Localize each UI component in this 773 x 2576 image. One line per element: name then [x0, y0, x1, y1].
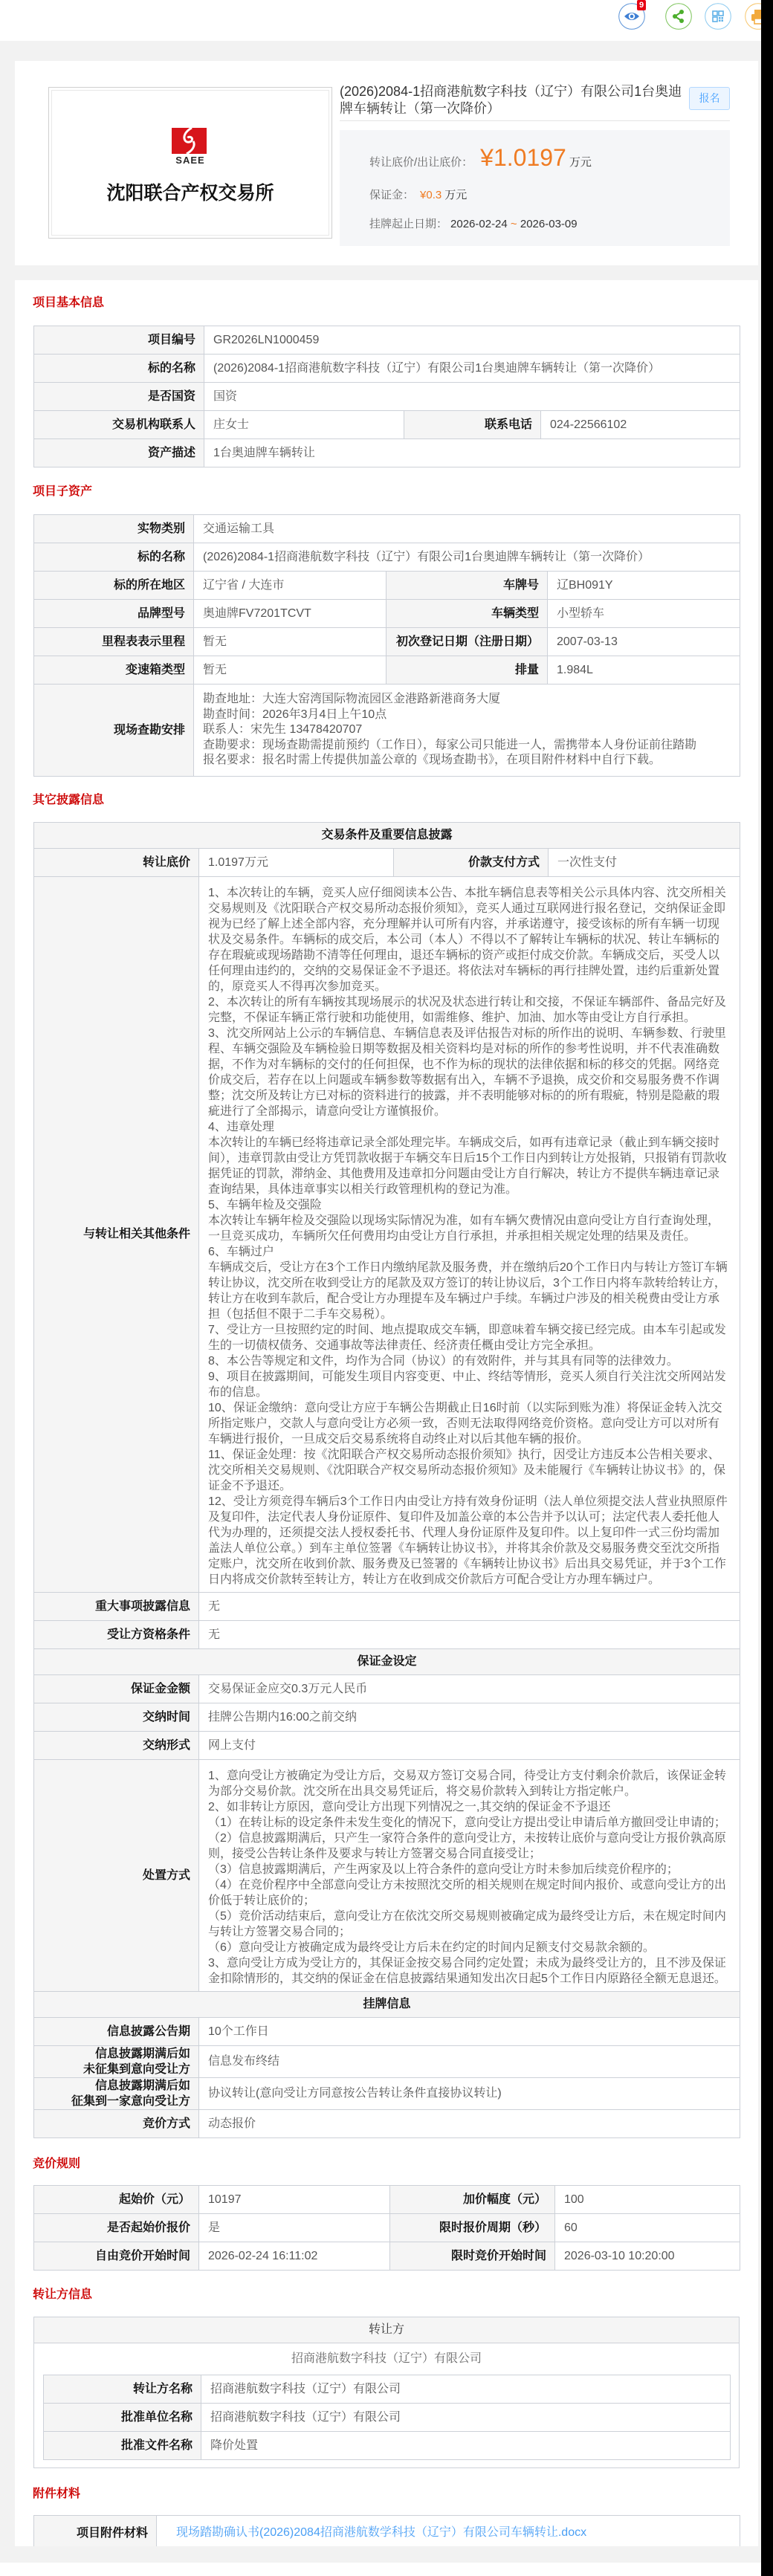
- value-contact-phone: 024-22566102: [541, 411, 740, 439]
- disposal-paragraph: （3）信息披露期满后，产生两家及以上符合条件的意向受让方时未参加后续竞价程序的；: [208, 1863, 679, 1876]
- table-row: [34, 2242, 740, 2271]
- label-approval-document: 批准文件名称: [44, 2432, 201, 2460]
- table-row: [34, 2018, 740, 2046]
- table-row: [34, 2186, 740, 2214]
- label-no-buyer: [34, 2046, 199, 2078]
- label-free-bid-start: 自由竞价开始时间: [34, 2242, 199, 2271]
- basic-info-table: [33, 326, 740, 467]
- label-subject-name: 标的名称: [34, 543, 194, 572]
- value-buyer-qualification: 无: [199, 1621, 740, 1649]
- section-title-transferor: 转让方信息: [33, 2288, 93, 2301]
- table-row: [34, 600, 740, 628]
- listing-end-date: 2026-03-09: [520, 218, 578, 230]
- price-label: 转让底价/出让底价：: [369, 156, 473, 169]
- value-inspection-arrangement: [194, 685, 740, 777]
- value-approval-unit: 招商港航数字科技（辽宁）有限公司: [201, 2404, 731, 2432]
- value-project-attachments: [157, 2516, 740, 2547]
- value-first-registration-date: 2007-03-13: [548, 628, 740, 656]
- label-state-owned: 是否国资: [34, 383, 204, 411]
- condition-paragraph: 7、受让方一旦按照约定的时间、地点提取成交车辆，即意味着车辆交接已经完成。由本车引起或发生的一切债权债务、交通事故等法律责任、经济责任概由受让方完全承担。: [208, 1323, 726, 1352]
- label-one-buyer: [34, 2078, 199, 2110]
- attachment-item: [165, 2516, 732, 2547]
- inspection-contact: 联系人：宋先生 13478420707: [203, 723, 363, 736]
- inspection-time: 勘查时间：2026年3月4日上午10点: [203, 708, 387, 721]
- value-subject-name: (2026)2084-1招商港航数字科技（辽宁）有限公司1台奥迪牌车辆转让（第一次降价）: [204, 355, 740, 383]
- table-row: [34, 2110, 740, 2138]
- table-row: [34, 2078, 740, 2110]
- value-state-owned: 国资: [204, 383, 740, 411]
- table-row: [34, 2343, 740, 2468]
- value-payment-method: 一次性支付: [549, 849, 740, 877]
- value-major-matters: 无: [199, 1593, 740, 1621]
- section-title-other-disclosure: 其它披露信息: [33, 793, 105, 806]
- label-line: 征集到一家意向受让方: [71, 2094, 190, 2108]
- label-payment-form: 交纳形式: [34, 1732, 199, 1760]
- top-toolbar: [0, 0, 761, 41]
- table-row: [34, 849, 740, 877]
- header-transferor: 转让方: [34, 2317, 740, 2343]
- value-vehicle-type: 小型轿车: [548, 600, 740, 628]
- value-transferor-name: 招商港航数字科技（辽宁）有限公司: [201, 2375, 731, 2404]
- label-mileage: 里程表表示里程: [34, 628, 194, 656]
- price-amount: ¥1.0197: [480, 144, 566, 171]
- value-asset-description: 1台奥迪牌车辆转让: [204, 439, 740, 467]
- label-timed-bid-cycle: 限时报价周期（秒）: [390, 2214, 555, 2242]
- logo-brand-text: SAEE: [175, 155, 205, 166]
- qrcode-button[interactable]: [705, 3, 731, 30]
- label-plate-number: 车牌号: [386, 572, 548, 600]
- inspection-requirement: 查勘要求：现场查勘需提前预约（工作日），每家公司只能进一人，需携带本人身份证前往踏勘: [203, 738, 697, 751]
- table-row: [34, 543, 740, 572]
- table-row: [34, 411, 740, 439]
- project-header-card: [15, 61, 758, 265]
- table-row: [34, 1649, 740, 1675]
- listing-start-date: 2026-02-24: [450, 218, 508, 230]
- disposal-paragraph: （4）在竞价程序中全部意向受让方未按照沈交所的相关规则在规定时间内报价、或意向受让方的出价低于转让底价的；: [208, 1878, 726, 1907]
- table-row: [44, 2432, 731, 2460]
- table-row: [34, 656, 740, 685]
- divider: [340, 120, 730, 121]
- attachments-table: [33, 2515, 740, 2547]
- table-row: [34, 355, 740, 383]
- value-no-buyer: 信息发布终结: [199, 2046, 740, 2078]
- label-line: 信息披露期满后如: [94, 2079, 190, 2092]
- table-row: [34, 326, 740, 355]
- label-asset-category: 实物类别: [34, 515, 194, 543]
- table-row: [34, 1675, 740, 1703]
- label-payment-time: 交纳时间: [34, 1703, 199, 1732]
- deposit-label: 保证金：: [369, 189, 415, 201]
- listing-period-row: [369, 216, 578, 233]
- table-row: [34, 383, 740, 411]
- condition-paragraph: 12、受让方须竞得车辆后3个工作日内由受让方持有效身份证明（法人单位须提交法人营业执照原件及复印件，法定代表人身份证原件、复印件及加盖公章的本公告并予以认可；法定代表人委托他人代为办理的，还须提交法人授权委托书、代理人身份证原件及复印件。以上复印件一式三份均需加盖法人单位公章。）到车主单位签署《车辆转让协议书》，并将其余价款及交易服务费交至沈交所指定账户，沈交所在收到价款、服务费及已签署的《车辆转让协议书》后出具交易凭证，并于3个工作日内将成交价款转至转让方，转让方在收到成交价款后方可配合受让方办理车辆过户。: [208, 1495, 728, 1586]
- value-plate-number: 辽BH091Y: [548, 572, 740, 600]
- header-listing-info: 挂牌信息: [34, 1992, 740, 2018]
- value-bid-increment: 100: [555, 2186, 740, 2214]
- view-count-badge: 9: [637, 0, 646, 10]
- header-trade-conditions: 交易条件及重要信息披露: [34, 823, 740, 849]
- table-row: [34, 1621, 740, 1649]
- table-row: [34, 1760, 740, 1992]
- transferor-detail-cell: [34, 2343, 740, 2468]
- price-unit: 万元: [569, 156, 592, 169]
- table-row: [34, 439, 740, 467]
- label-line: 信息披露期满后如: [94, 2047, 190, 2060]
- value-other-conditions: [199, 877, 740, 1593]
- transferor-table: [33, 2317, 740, 2468]
- label-start-price-bid: 是否起始价报价: [34, 2214, 199, 2242]
- page-footer-space: [0, 2563, 761, 2576]
- disposal-paragraph: 2、如非转让方原因，意向受让方出现下列情况之一,其交纳的保证金不予退还: [208, 1800, 611, 1813]
- value-disclosure-period: 10个工作日: [199, 2018, 740, 2046]
- label-contact-person: 交易机构联系人: [34, 411, 204, 439]
- disposal-paragraph: 1、意向受让方被确定为受让方后，交易双方签订交易合同，待受让方支付剩余价款后，该保证金转为部分交易价款。沈交所在出具交易凭证后，将交易价款转入到转让方指定帐户。: [208, 1769, 726, 1798]
- label-major-matters: 重大事项披露信息: [34, 1593, 199, 1621]
- condition-paragraph: 9、项目在披露期间，可能发生项目内容变更、中止、终结等情形，竞买人须自行关注沈交所网站发布的信息。: [208, 1370, 726, 1399]
- label-project-no: 项目编号: [34, 326, 204, 355]
- section-title-basic-info: 项目基本信息: [33, 297, 105, 309]
- deposit-unit: 万元: [444, 189, 468, 201]
- label-buyer-qualification: 受让方资格条件: [34, 1621, 199, 1649]
- logo-org-name: 沈阳联合产权交易所: [106, 182, 274, 204]
- signup-requirement: 报名要求：报名时需上传提供加盖公章的《现场查勘书》，在项目附件材料中自行下载。: [203, 754, 662, 766]
- value-approval-document: 降价处置: [201, 2432, 731, 2460]
- disposal-paragraph: （6）意向受让方被确定成为最终受让方后未在约定的时间内足额支付交易款余额的。: [208, 1941, 655, 1954]
- condition-paragraph: 车辆成交后，受让方在3个工作日内缴纳尾款及服务费，并在缴纳后20个工作日内与转让方签订车辆转让协议，沈交所在收到受让方的尾款及双方签订的转让协议后，3个工作日内将车款转给转让方，转让方在收到车款后，配合受让方办理提车及车辆过户手续。车辆过户涉及的相关税费由受让方承担（包括但不限于二手车交易税）。: [208, 1261, 728, 1321]
- label-contact-phone: 联系电话: [404, 411, 541, 439]
- saee-logo-icon: [172, 128, 207, 154]
- label-gearbox-type: 变速箱类型: [34, 656, 194, 685]
- value-starting-price: 10197: [199, 2186, 390, 2214]
- other-disclosure-table: [33, 822, 740, 2138]
- disposal-paragraph: （1）在转让标的设定条件未发生变化的情况下，意向受让方提出受让申请后单方撤回受让申请的；: [208, 1816, 726, 1829]
- value-bidding-method: 动态报价: [199, 2110, 740, 2138]
- value-payment-form: 网上支付: [199, 1732, 740, 1760]
- value-mileage: 暂无: [194, 628, 386, 656]
- transferor-inner-table: [43, 2375, 731, 2460]
- value-brand-model: 奥迪牌FV7201TCVT: [194, 600, 386, 628]
- label-timed-bid-start: 限时竞价开始时间: [390, 2242, 555, 2271]
- disposal-paragraph: （5）竞价活动结束后，意向受让方在依沈交所交易规则被确定成为最终受让方后，未在规定时间内与转让方签署交易合同的；: [208, 1909, 726, 1938]
- table-row: [34, 685, 740, 777]
- table-row: [34, 823, 740, 849]
- table-row: [34, 1992, 740, 2018]
- disposal-paragraph: 3、意向受让方成为受让方的，其保证金按交易合同约定处置；未成为最终受让方的，且不涉及保证金扣除情形的，其交纳的保证金在信息披露结果通知发出次日起5个工作日内原路径全额无息退还。: [208, 1956, 726, 1985]
- label-bid-increment: 加价幅度（元）: [390, 2186, 555, 2214]
- share-icon: [665, 3, 692, 30]
- condition-paragraph: 本次转让车辆年检及交强险以现场实际情况为准，如有车辆欠费情况由意向受让方自行查询处理，一旦竞买成功，车辆所欠任何费用均由受让方自行承担，并承担相关规定处理的结果及责任。: [208, 1214, 720, 1243]
- condition-paragraph: 6、车辆过户: [208, 1245, 274, 1258]
- label-region: 标的所在地区: [34, 572, 194, 600]
- table-row: [44, 2404, 731, 2432]
- label-bidding-method: 竞价方式: [34, 2110, 199, 2138]
- label-other-conditions: 与转让相关其他条件: [34, 877, 199, 1593]
- table-row: [34, 572, 740, 600]
- value-gearbox-type: 暂无: [194, 656, 386, 685]
- inspection-address: 勘查地址：大连大窑湾国际物流园区金港路新港商务大厦: [203, 693, 501, 705]
- table-row: [34, 2046, 740, 2078]
- exchange-logo: [51, 90, 329, 236]
- value-deposit-amount: 交易保证金应交0.3万元人民币: [199, 1675, 740, 1703]
- table-row: [34, 2317, 740, 2343]
- label-transferor-name: 转让方名称: [44, 2375, 201, 2404]
- label-transfer-price: 转让底价: [34, 849, 199, 877]
- disposal-paragraph: （2）信息披露期满后，只产生一家符合条件的意向受让方，未按转让底价与意向受让方报价孰高原则，接受公告转让条件及要求与转让方签署交易合同直接受让；: [208, 1831, 726, 1860]
- exchange-logo-frame: [48, 87, 332, 239]
- section-title-sub-assets: 项目子资产: [33, 485, 93, 498]
- qrcode-icon: [705, 3, 731, 30]
- print-button[interactable]: [745, 3, 761, 30]
- table-row: [34, 1703, 740, 1732]
- section-title-bidding-rules: 竞价规则: [33, 2157, 81, 2170]
- condition-paragraph: 8、本公告等规定和文件，均作为合同（协议）的有效附件，并与其具有同等的法律效力。: [208, 1354, 679, 1368]
- print-icon: [745, 3, 761, 30]
- label-approval-unit: 批准单位名称: [44, 2404, 201, 2432]
- label-disclosure-period: 信息披露公告期: [34, 2018, 199, 2046]
- value-timed-bid-cycle: 60: [555, 2214, 740, 2242]
- project-title: (2026)2084-1招商港航数字科技（辽宁）有限公司1台奥迪牌车辆转让（第一次降价）: [340, 84, 682, 116]
- label-displacement: 排量: [386, 656, 548, 685]
- value-asset-category: 交通运输工具: [194, 515, 740, 543]
- table-row: [34, 877, 740, 1593]
- sub-assets-table: [33, 514, 740, 777]
- table-row: [34, 515, 740, 543]
- price-summary: [340, 130, 730, 246]
- label-inspection-arrangement: 现场查勘安排: [34, 685, 194, 777]
- value-region: 辽宁省 / 大连市: [194, 572, 386, 600]
- project-detail-card: [15, 280, 758, 2546]
- value-displacement: 1.984L: [548, 656, 740, 685]
- condition-paragraph: 4、违章处理: [208, 1120, 274, 1133]
- transferor-company-name: 招商港航数字科技（辽宁）有限公司: [291, 2352, 482, 2365]
- label-asset-description: 资产描述: [34, 439, 204, 467]
- label-line: 未征集到意向受让方: [83, 2062, 190, 2076]
- condition-paragraph: 3、沈交所网站上公示的车辆信息、车辆信息表及评估报告对标的所作出的说明、车辆参数、行驶里程、车辆交强险及车辆检验日期等数据及相关资料均是对标的所作的参考性说明，并不代表准确数据，不作为对车辆标的交付的任何担保，也不作为标的现状的法律依据和标的移交的凭据。网络竞价成交后，若存在以上问题或车辆参数等数据有出入，车辆不予退换，成交价和交易服务费不作调整；沈交所及转让方已对标的资料进行的披露，并不表明能够对标的的所有瑕疵，特别是隐蔽的瑕疵进行了全部揭示，请意向受让方谨慎报价。: [208, 1026, 726, 1118]
- table-row: [44, 2375, 731, 2404]
- attachment-link[interactable]: 现场踏勘确认书(2026)2084招商港航数学科技（辽宁）有限公司车辆转让.docx: [176, 2525, 587, 2539]
- condition-paragraph: 本次转让的车辆已经将违章记录全部处理完毕。车辆成交后，如再有违章记录（截止到车辆交接时间），违章罚款由受让方凭罚款收据于车辆交车日后15个工作日内到转让方处报销，只报销有罚款收据凭证的罚款，滞纳金、其他费用及违章扣分问题由受让方自行解决，转让方不提供车辆违章记录查询结果，具体违章事实以相关行政管理机构的登记为准。: [208, 1136, 727, 1196]
- deposit-amount: ¥0.3: [420, 189, 442, 201]
- value-start-price-bid: 是: [199, 2214, 390, 2242]
- condition-paragraph: 10、保证金缴纳：意向受让方应于车辆公告期截止日16时前（以实际到账为准）将保证金转入沈交所指定账户，交款人与意向受让方必须一致，否则无法取得网络竞价资格。意向受让方可以对所有车辆进行报价，一旦成交后交易系统将自动终止对以后其他车辆的报价。: [208, 1401, 722, 1446]
- signup-button[interactable]: 报名: [689, 87, 730, 110]
- condition-paragraph: 1、本次转让的车辆，竞买人应仔细阅读本公告、本批车辆信息表等相关公示具体内容、沈交所相关交易规则及《沈阳联合产权交易所动态报价须知》，竞买人通过互联网进行报名登记，交纳保证金即视为已经了解上述全部内容，充分理解并认可所有内容，并承诺遵守，接受该标的所有车辆一切现状及交易条件。车辆标的成交后，本公司（本人）不得以不了解转让车辆标的状况、转让车辆标的存在瑕疵或现场踏勘不清等任何理由，退还车辆标的资产或拒付成交价款。车辆成交后，买受人以任何理由违约的，交纳的交易保证金不予退还。将依法对车辆标的再行挂牌处置，违约后重新处置的，原竞买人不得再次参加竞买。: [208, 886, 726, 993]
- value-one-buyer: 协议转让(意向受让方同意按公告转让条件直接协议转让): [199, 2078, 740, 2110]
- deposit-row: [369, 187, 467, 204]
- table-row: [34, 1732, 740, 1760]
- label-first-registration-date: 初次登记日期（注册日期）: [386, 628, 548, 656]
- header-deposit-settings: 保证金设定: [34, 1649, 740, 1675]
- listing-period-label: 挂牌起止日期：: [369, 218, 448, 230]
- price-row: [369, 143, 592, 178]
- label-project-attachments: 项目附件材料: [34, 2516, 157, 2547]
- condition-paragraph: 11、保证金处理：按《沈阳联合产权交易所动态报价须知》执行，因受让方违反本公告相关要求、沈交所相关交易规则、《沈阳联合产权交易所动态报价须知》及未能履行《车辆转让协议书》的，保证金不予退还。: [208, 1448, 726, 1492]
- value-subject-name: (2026)2084-1招商港航数字科技（辽宁）有限公司1台奥迪牌车辆转让（第一次降价）: [194, 543, 740, 572]
- value-timed-bid-start: 2026-03-10 10:20:00: [555, 2242, 740, 2271]
- value-disposal: [199, 1760, 740, 1992]
- label-subject-name: 标的名称: [34, 355, 204, 383]
- table-row: [34, 1593, 740, 1621]
- value-transfer-price: 1.0197万元: [199, 849, 394, 877]
- label-brand-model: 品牌型号: [34, 600, 194, 628]
- label-starting-price: 起始价（元）: [34, 2186, 199, 2214]
- section-title-attachments: 附件材料: [33, 2487, 81, 2500]
- bidding-rules-table: [33, 2185, 740, 2271]
- table-row: [34, 2516, 740, 2547]
- condition-paragraph: 2、本次转让的所有车辆按其现场展示的状况及状态进行转让和交接，不保证车辆部件、备品完好及完整，不保证车辆正常行驶和功能使用，如需维修、维护、加油、加水等由受让方自行承担。: [208, 995, 726, 1024]
- table-row: [34, 2214, 740, 2242]
- label-deposit-amount: 保证金金额: [34, 1675, 199, 1703]
- value-project-no: GR2026LN1000459: [204, 326, 740, 355]
- share-button[interactable]: [665, 3, 692, 30]
- value-free-bid-start: 2026-02-24 16:11:02: [199, 2242, 390, 2271]
- label-payment-method: 价款支付方式: [394, 849, 549, 877]
- table-row: [34, 628, 740, 656]
- value-contact-person: 庄女士: [204, 411, 404, 439]
- listing-separator: ~: [507, 218, 520, 230]
- label-vehicle-type: 车辆类型: [386, 600, 548, 628]
- label-disposal: 处置方式: [34, 1760, 199, 1992]
- condition-paragraph: 5、车辆年检及交强险: [208, 1198, 322, 1211]
- value-payment-time: 挂牌公告期内16:00之前交纳: [199, 1703, 740, 1732]
